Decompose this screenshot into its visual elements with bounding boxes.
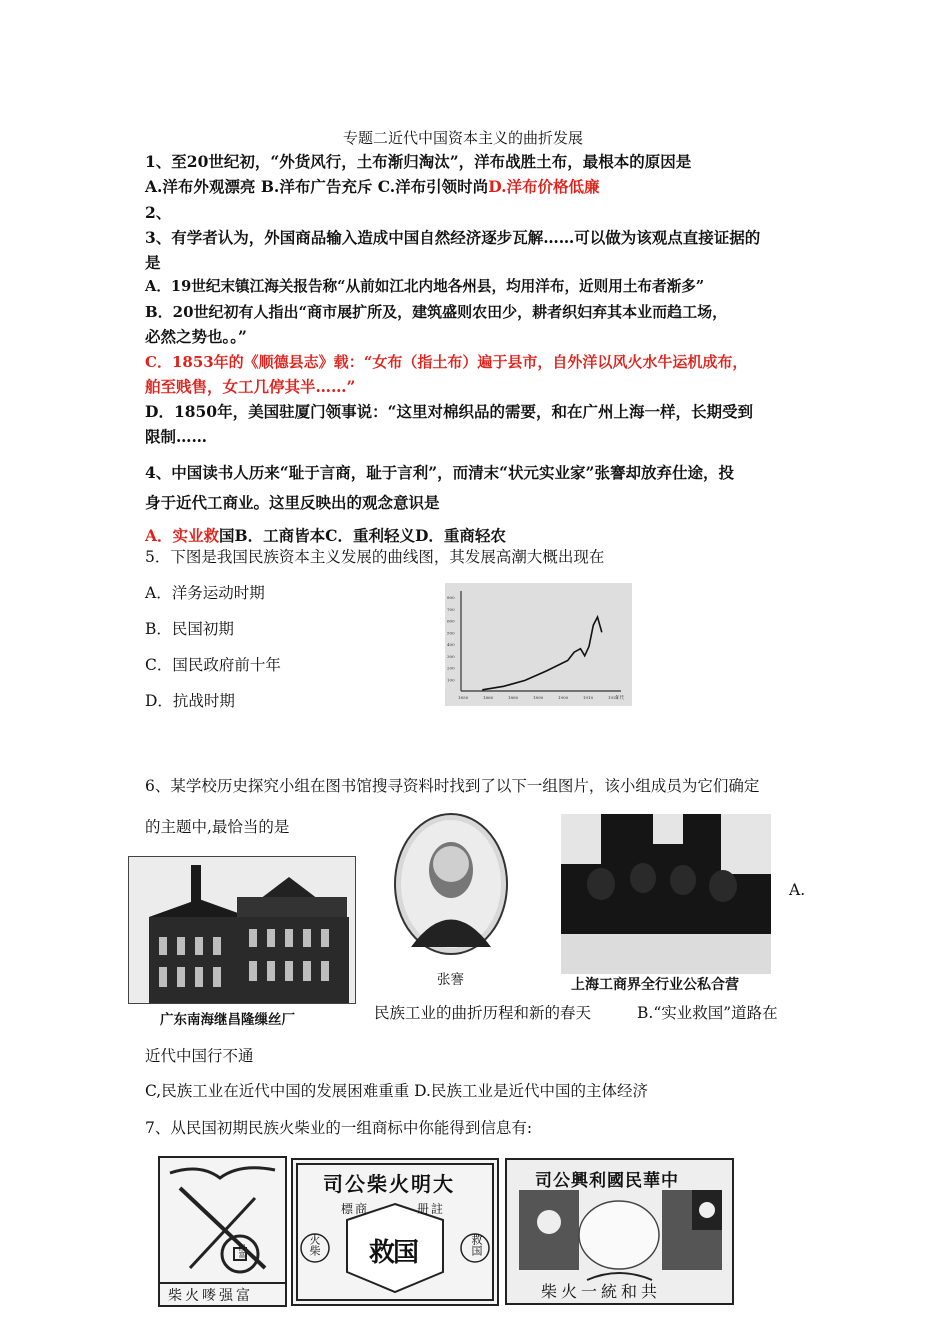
q6-options-cd: C,民族工业在近代中国的发展困难重重 D.民族工业是近代中国的主体经济	[145, 1082, 648, 1100]
y-tick-label: 500	[447, 630, 455, 636]
label2-side-right: 救国	[470, 1234, 483, 1256]
q3-stem-line2: 是	[145, 253, 161, 272]
page-title: 专题二近代中国资本主义的曲折发展	[343, 129, 584, 147]
zhang-jian-portrait	[391, 812, 511, 962]
y-tick-label: 100	[447, 677, 455, 683]
q5-chart	[445, 583, 632, 706]
x-tick-label: 1920	[608, 695, 619, 700]
q6-stem-line1: 6、某学校历史探究小组在图书馆搜寻资料时找到了以下一组图片，该小组成员为它们确定	[145, 777, 760, 795]
q3-option-c-line2: 舶至贱售，女工几停其半……”	[145, 377, 356, 396]
y-tick-label: 700	[447, 606, 455, 612]
q5-option-b: B．民国初期	[145, 620, 234, 638]
y-tick-label: 600	[447, 618, 455, 624]
q7-stem: 7、从民国初期民族火柴业的一组商标中你能得到信息有:	[145, 1119, 533, 1137]
y-tick-label: 800	[447, 595, 455, 600]
label2-top-text: 司公柴火明大	[323, 1172, 455, 1196]
y-tick-label: 400	[447, 642, 455, 647]
q5-option-c: C．国民政府前十年	[145, 656, 281, 674]
x-axis-label: 年代	[615, 696, 624, 701]
q4-options	[145, 526, 506, 546]
q3-option-b-line1: B．20世纪初有人指出“商市展扩所及，建筑盛则农田少，耕者织妇弃其本业而趋工场，	[145, 303, 728, 321]
caption-zhang-jian: 张謇	[437, 972, 464, 988]
label2-left-text: 標商	[341, 1202, 370, 1216]
q3-option-c-line1: C．1853年的《顺德县志》载：“女布（指土布）遍于县市，自外洋以风火水牛运机成布，	[145, 353, 748, 371]
x-tick-label: 1910	[583, 695, 594, 700]
silk-factory-photo	[128, 856, 356, 1004]
q3-option-a: A．19世纪末镇江海关报告称“从前如江北内地各州县，均用洋布，近则用土布者渐多”	[145, 278, 705, 295]
q1-options	[145, 177, 599, 197]
q6-option-a-label: A.	[789, 881, 806, 899]
match-label-gonghe	[505, 1158, 734, 1305]
q5-stem: 5．下图是我国民族资本主义发展的曲线图，其发展高潮大概出现在	[145, 548, 605, 566]
q3-stem-line1: 3、有学者认为，外国商品输入造成中国自然经济逐步瓦解……可以做为该观点直接证据的	[145, 228, 761, 247]
q3-option-d-line1: D．1850年，美国驻厦门领事说：“这里对棉织品的需要，和在广州上海一样，长期受到	[145, 402, 753, 421]
q1-options-abc: A.洋布外观漂亮 B.洋布广告充斥 C.洋布引领时尚	[145, 177, 489, 196]
x-tick-label: 1850	[458, 695, 469, 700]
q1-stem: 1、至20世纪初，“外货风行，土布渐归淘汰”，洋布战胜土布，最根本的原因是	[145, 152, 692, 171]
label2-center-text: 救国	[369, 1238, 418, 1268]
q3-option-d-line2: 限制……	[145, 427, 208, 446]
label2-side-left: 火柴	[308, 1234, 321, 1256]
label1-coin-text: 国富	[238, 1244, 246, 1258]
x-tick-label: 1880	[508, 695, 519, 700]
public-private-photo	[561, 814, 771, 974]
series-line	[482, 617, 602, 690]
label2-right-text: 册註	[417, 1202, 446, 1216]
y-tick-label: 200	[447, 665, 455, 671]
q6-option-a-text: 民族工业的曲折历程和新的春天	[374, 1004, 592, 1022]
q4-options-rest: 国B．工商皆本C．重利轻义D．重商轻农	[219, 526, 506, 545]
x-tick-label: 1860	[483, 695, 494, 700]
q5-option-a: A．洋务运动时期	[145, 584, 265, 602]
caption-public-private: 上海工商界全行业公私合营	[571, 977, 739, 993]
label3-bottom-text: 柴火一統和共	[541, 1282, 662, 1301]
q6-option-b-line2: 近代中国行不通	[145, 1047, 254, 1065]
caption-silk-factory: 广东南海继昌隆缫丝厂	[160, 1012, 295, 1028]
q5-option-d: D．抗战时期	[145, 692, 235, 710]
match-label-fuqiang	[158, 1156, 287, 1307]
q2-stem: 2、	[145, 203, 172, 222]
x-tick-label: 1890	[533, 695, 544, 700]
q3-option-b-line2: 必然之势也。。”	[145, 327, 247, 346]
x-tick-label: 1900	[558, 695, 569, 700]
label3-top-text: 司公興利國民華中	[535, 1171, 679, 1191]
match-label-daming	[291, 1158, 499, 1306]
q6-option-b-line1: B.“实业救国”道路在	[637, 1004, 778, 1022]
q4-answer: A．实业救	[145, 526, 220, 545]
y-tick-label: 300	[447, 653, 455, 659]
q6-stem-line2: 的主题中,最恰当的是	[145, 818, 290, 836]
q1-answer: D.洋布价格低廉	[488, 177, 600, 196]
q4-stem-line1: 4、中国读书人历来“耻于言商，耻于言利”，而清末“状元实业家”张謇却放弃仕途，投	[145, 463, 734, 482]
development-curve-chart	[445, 583, 632, 706]
label1-bottom-text: 柴火嘜强富	[168, 1288, 253, 1304]
q4-stem-line2: 身于近代工商业。这里反映出的观念意识是	[145, 493, 440, 512]
